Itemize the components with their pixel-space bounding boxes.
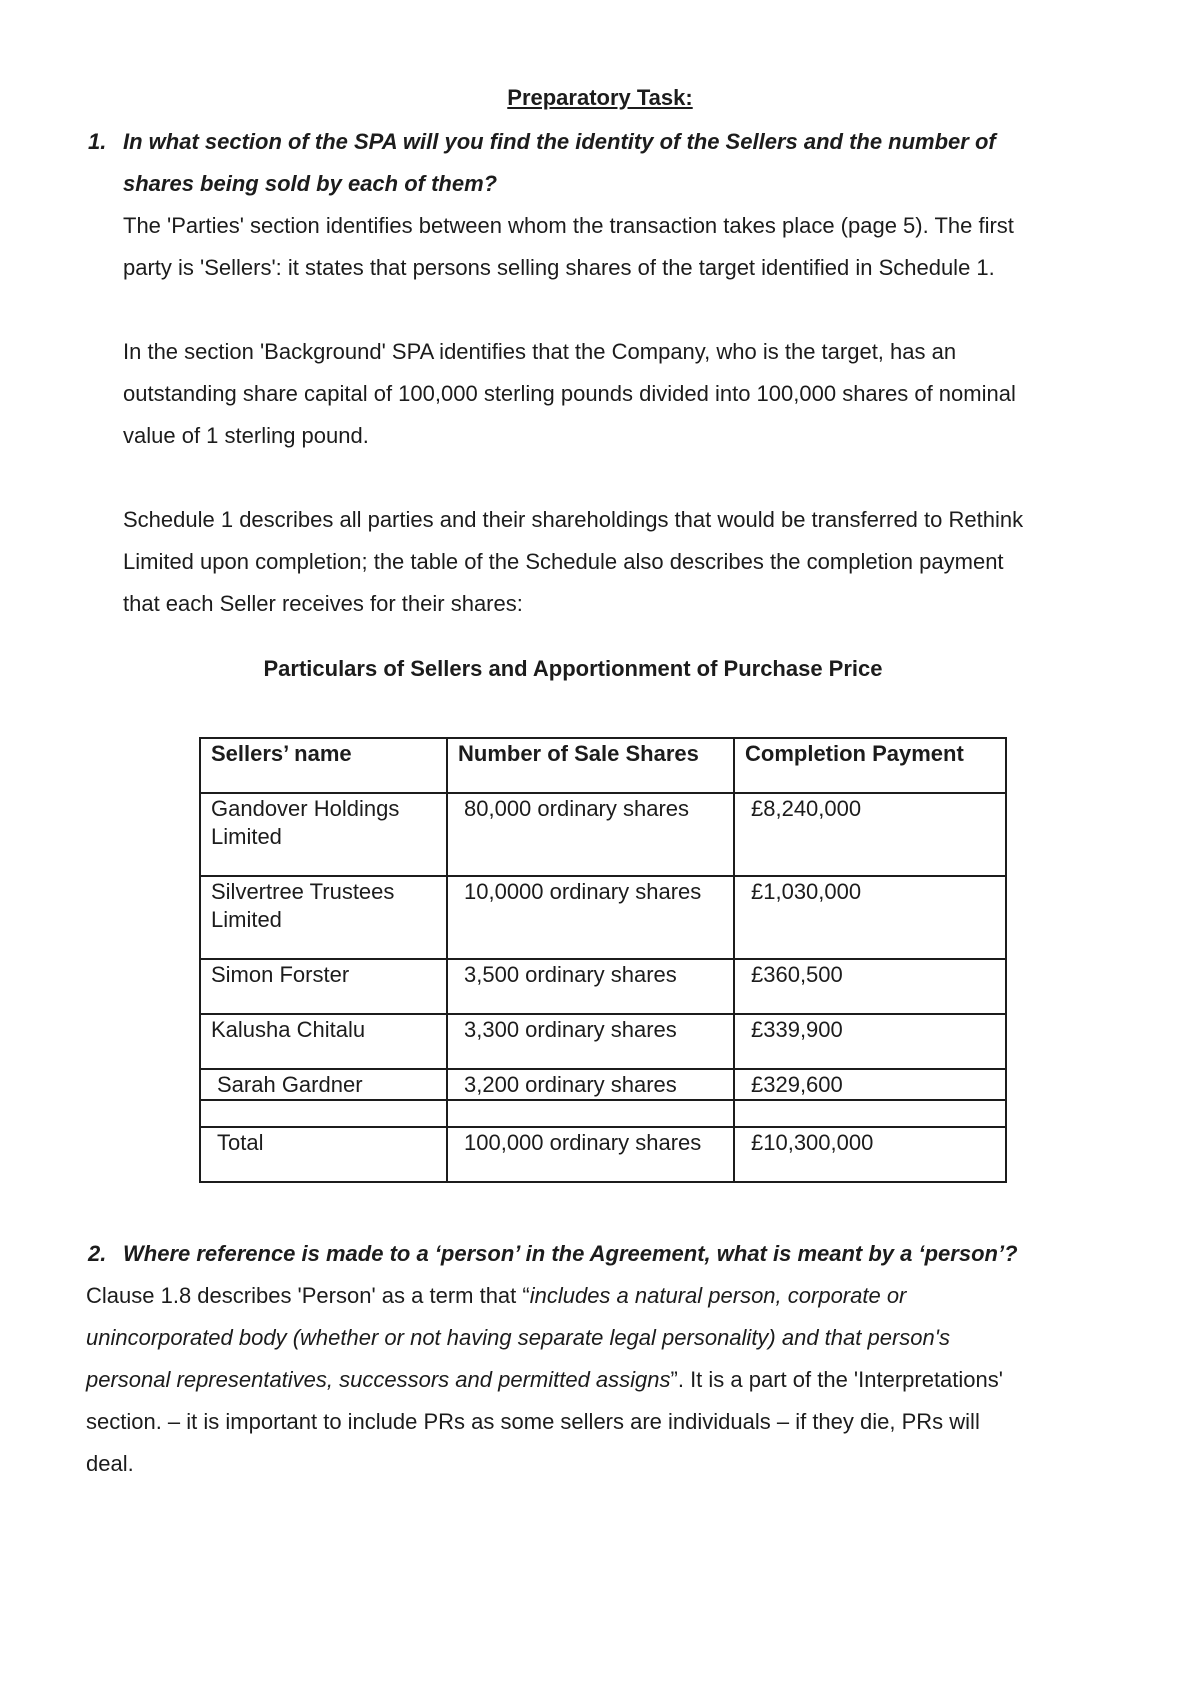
cell-total-shares: 100,000 ordinary shares	[447, 1127, 734, 1182]
question-2-text: Where reference is made to a ‘person’ in the Agreement, what is meant by a ‘person’?	[123, 1241, 1018, 1266]
table-row	[200, 876, 1006, 959]
answer-2-line4: section. – it is important to include PRs as some sellers are individuals – if they die, PRs will	[86, 1409, 980, 1434]
cell-total-payment: £10,300,000	[734, 1127, 1006, 1182]
question-1	[88, 121, 996, 163]
cell-shares	[447, 1100, 734, 1127]
cell-shares: 3,300 ordinary shares	[447, 1014, 734, 1069]
cell-name: Kalusha Chitalu	[200, 1014, 447, 1069]
answer-2-line1-quote: includes a natural person, corporate or	[529, 1283, 907, 1308]
answer-2-line2	[86, 1317, 950, 1359]
answer-2-line1-text: Clause 1.8 describes 'Person' as a term that “	[86, 1283, 530, 1308]
cell-shares: 10,0000 ordinary shares	[447, 876, 734, 959]
cell-name	[200, 1100, 447, 1127]
table-row-empty	[200, 1100, 1006, 1127]
cell-shares: 80,000 ordinary shares	[447, 793, 734, 876]
table-row	[200, 959, 1006, 1014]
answer-2-line1	[86, 1275, 906, 1317]
table-row	[200, 793, 1006, 876]
answer-2-line3	[86, 1359, 1003, 1401]
answer-1-para3-line1: Schedule 1 describes all parties and their shareholdings that would be transferred to Rethink	[123, 507, 1024, 532]
cell-name: Sarah Gardner	[200, 1069, 447, 1100]
cell-total-label: Total	[200, 1127, 447, 1182]
table-caption: Particulars of Sellers and Apportionment of Purchase Price	[263, 656, 883, 681]
page-title: Preparatory Task:	[507, 85, 693, 110]
answer-1-para3-line2: Limited upon completion; the table of the Schedule also describes the completion payment	[123, 549, 1004, 574]
cell-name: Simon Forster	[200, 959, 447, 1014]
answer-1-para3-line3: that each Seller receives for their shares:	[123, 591, 523, 616]
answer-1-para2-line2: outstanding share capital of 100,000 sterling pounds divided into 100,000 shares of nominal	[123, 381, 1016, 406]
cell-payment: £360,500	[734, 959, 1006, 1014]
answer-2-line3-text: ”. It is a part of the 'Interpretations'	[670, 1367, 1003, 1392]
answer-1-para1-line2: party is 'Sellers': it states that persons selling shares of the target identified in Schedule 1.	[123, 255, 995, 280]
answer-1-para2-line1: In the section 'Background' SPA identifies that the Company, who is the target, has an	[123, 339, 957, 364]
cell-payment	[734, 1100, 1006, 1127]
cell-name: Silvertree Trustees Limited	[200, 876, 447, 959]
answer-1-para2-line3: value of 1 sterling pound.	[123, 423, 369, 448]
header-number-of-sale-shares: Number of Sale Shares	[447, 738, 734, 793]
question-1-text-line1: In what section of the SPA will you find the identity of the Sellers and the number of	[123, 129, 996, 154]
question-2	[88, 1233, 1018, 1275]
question-1-text-line2: shares being sold by each of them?	[123, 171, 498, 196]
cell-payment: £1,030,000	[734, 876, 1006, 959]
answer-1-para1-line1: The 'Parties' section identifies between whom the transaction takes place (page 5). The first	[123, 213, 1014, 238]
answer-2-line3-quote: personal representatives, successors and permitted assigns	[86, 1367, 671, 1392]
question-1-number: 1.	[88, 129, 107, 154]
header-sellers-name: Sellers’ name	[200, 738, 447, 793]
table-row	[200, 1069, 1006, 1100]
answer-2-line2-quote: unincorporated body (whether or not having separate legal personality) and that person's	[86, 1325, 950, 1350]
question-2-number: 2.	[88, 1241, 107, 1266]
cell-name: Gandover Holdings Limited	[200, 793, 447, 876]
cell-shares: 3,500 ordinary shares	[447, 959, 734, 1014]
cell-payment: £8,240,000	[734, 793, 1006, 876]
table-header-row	[200, 738, 1006, 793]
cell-payment: £329,600	[734, 1069, 1006, 1100]
answer-2-line5: deal.	[86, 1451, 134, 1476]
cell-payment: £339,900	[734, 1014, 1006, 1069]
sellers-table	[199, 737, 1007, 1183]
header-completion-payment: Completion Payment	[734, 738, 1006, 793]
cell-shares: 3,200 ordinary shares	[447, 1069, 734, 1100]
table-total-row	[200, 1127, 1006, 1182]
table-row	[200, 1014, 1006, 1069]
